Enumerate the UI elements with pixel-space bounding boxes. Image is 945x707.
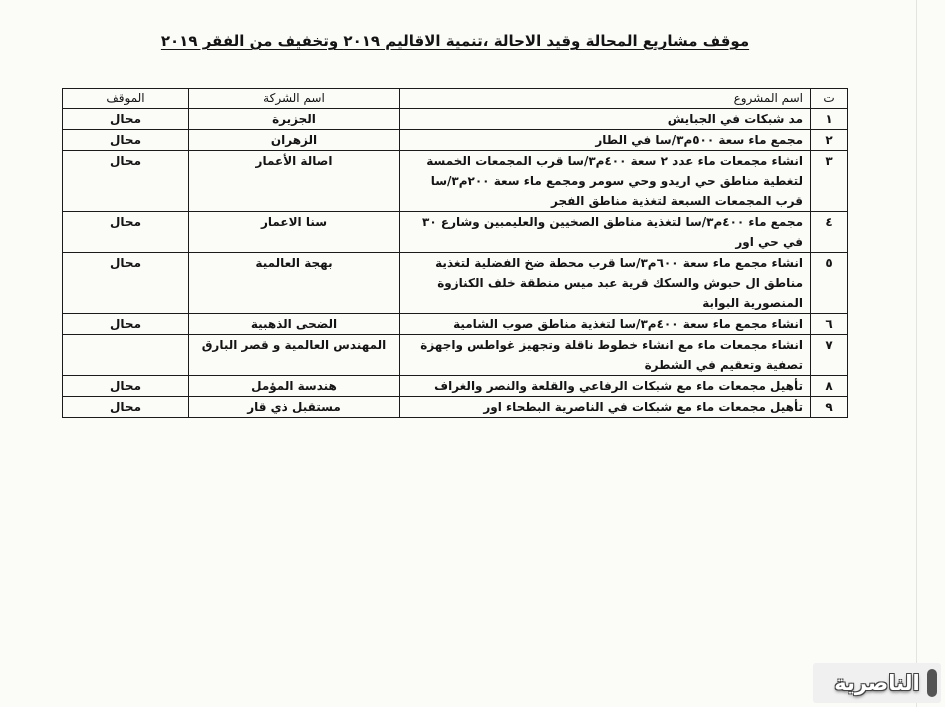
header-company: اسم الشركة (189, 89, 400, 109)
header-number: ت (811, 89, 848, 109)
page-edge (916, 0, 917, 707)
row-company: سنا الاعمار (189, 212, 400, 253)
row-project: انشاء مجمعات ماء عدد ٢ سعة ٤٠٠م٣/سا قرب المجمعات الخمسة لتغطية مناطق حي اريدو وحي سومر ومجمع ماء سعة ٢٠٠م٣/سا قرب المجمعات السبعة لتغذية مناطق الفجر (400, 151, 811, 212)
table-row (63, 335, 848, 376)
row-company: الضحى الذهبية (189, 314, 400, 335)
row-project: انشاء مجمع ماء سعة ٤٠٠م٣/سا لتغذية مناطق صوب الشامية (400, 314, 811, 335)
row-number: ٦ (811, 314, 848, 335)
row-company: بهجة العالمية (189, 253, 400, 314)
row-status: محال (63, 376, 189, 397)
projects-table (62, 88, 848, 418)
row-company: الزهران (189, 130, 400, 151)
table-row (63, 376, 848, 397)
logo-mark-icon (927, 669, 937, 697)
row-project: مجمع ماء سعة ٥٠٠م٣/سا في الطار (400, 130, 811, 151)
row-status: محال (63, 314, 189, 335)
row-number: ١ (811, 109, 848, 130)
table-row (63, 397, 848, 418)
document-title: موقف مشاريع المحالة وقيد الاحالة ،تنمية الاقاليم ٢٠١٩ وتخفيف من الفقر ٢٠١٩ (160, 32, 750, 50)
row-status: محال (63, 397, 189, 418)
row-project: مجمع ماء ٤٠٠م٣/سا لتغذية مناطق الصخيين والعليمبين وشارع ٣٠ في حي اور (400, 212, 811, 253)
row-number: ٨ (811, 376, 848, 397)
table-row (63, 253, 848, 314)
table-row (63, 130, 848, 151)
table-header-row (63, 89, 848, 109)
row-company: هندسة المؤمل (189, 376, 400, 397)
row-status: محال (63, 253, 189, 314)
row-company: الجزيرة (189, 109, 400, 130)
row-status: محال (63, 109, 189, 130)
header-project: اسم المشروع (400, 89, 811, 109)
row-company: مستقبل ذي قار (189, 397, 400, 418)
table-row (63, 212, 848, 253)
row-company: المهندس العالمية و قصر البارق (189, 335, 400, 376)
row-number: ٤ (811, 212, 848, 253)
watermark-logo (813, 663, 941, 703)
row-number: ٣ (811, 151, 848, 212)
row-status: محال (63, 212, 189, 253)
row-number: ٩ (811, 397, 848, 418)
row-number: ٢ (811, 130, 848, 151)
row-status: محال (63, 151, 189, 212)
row-number: ٥ (811, 253, 848, 314)
row-number: ٧ (811, 335, 848, 376)
row-project: انشاء مجمعات ماء مع انشاء خطوط ناقلة وتجهيز غواطس واجهزة تصفية وتعقيم في الشطرة (400, 335, 811, 376)
row-status (63, 335, 189, 376)
row-project: تأهيل مجمعات ماء مع شبكات الرفاعي والقلعة والنصر والغراف (400, 376, 811, 397)
watermark-logo-text: الناصرية (834, 671, 920, 695)
row-company: اصالة الأعمار (189, 151, 400, 212)
row-project: تأهيل مجمعات ماء مع شبكات في الناصرية البطحاء اور (400, 397, 811, 418)
header-status: الموقف (63, 89, 189, 109)
table-row (63, 314, 848, 335)
row-status: محال (63, 130, 189, 151)
row-project: انشاء مجمع ماء سعة ٦٠٠م٣/سا قرب محطة ضخ الفضلية لتغذية مناطق ال حبوش والسكك قرية عبد ميس منطقة خلف الكنازوة المنصورية البوابة (400, 253, 811, 314)
row-project: مد شبكات في الجبايش (400, 109, 811, 130)
table-row (63, 151, 848, 212)
table-row (63, 109, 848, 130)
